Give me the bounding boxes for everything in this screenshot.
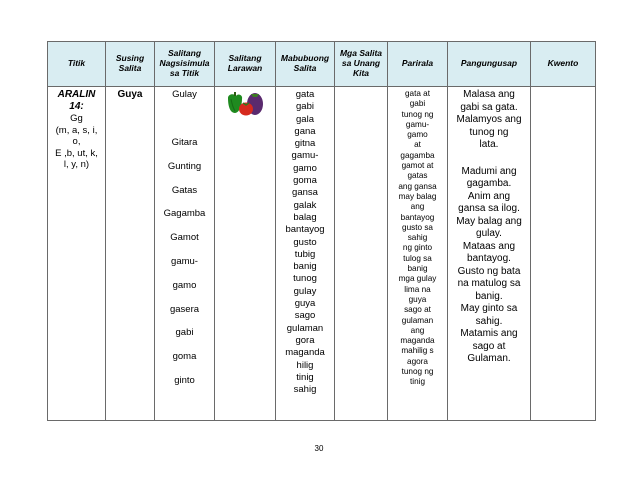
pangungusap-cell <box>448 87 531 421</box>
letter-line: Gg <box>70 113 83 124</box>
sentence-line: bantayog. <box>467 253 511 264</box>
sentence-line: May ginto sa <box>460 303 518 314</box>
word-item: ginto <box>174 374 195 386</box>
phrase-line: gagamba <box>400 150 435 160</box>
phrase-line: at <box>414 140 421 150</box>
sentence-line: gabi sa gata. <box>460 101 518 113</box>
word-item: goma <box>293 175 317 187</box>
kwento-cell <box>531 87 596 421</box>
sentence-line: na matulog sa <box>457 278 521 289</box>
word-item: gansa <box>292 187 318 199</box>
phrase-line: mga gulay <box>398 274 437 284</box>
word-item: galak <box>293 199 317 211</box>
word-item: tubig <box>294 248 316 260</box>
word-item: gamo <box>293 162 317 174</box>
sentence-line: lata. <box>479 139 499 150</box>
sentence-line: Malamyos ang <box>456 114 522 125</box>
phrase-line: tunog ng <box>401 367 434 377</box>
word-item: guya <box>294 298 316 310</box>
phrase-line: ang <box>410 202 425 212</box>
word-item: sahig <box>293 384 317 396</box>
aralin-title-line: ARALIN <box>57 89 96 100</box>
parirala-cell <box>388 87 448 421</box>
sentence-line: Mataas ang <box>462 240 516 252</box>
word-item: gusto <box>293 236 317 248</box>
phrase-line: tinig <box>409 377 426 387</box>
word-item: gora <box>295 334 315 346</box>
word-item: gabi <box>175 327 194 339</box>
header-susing-salita: Susing Salita <box>106 42 155 87</box>
phrase-line: gata at <box>404 89 431 98</box>
word-item: banig <box>293 261 317 273</box>
word-item: Gagamba <box>163 208 206 220</box>
susing-salita-cell <box>106 87 155 421</box>
header-mabubuong-salita: Mabubuong Salita <box>276 42 335 87</box>
phrase-line: gusto sa <box>402 222 433 232</box>
mabubuong-salita-cell <box>276 87 335 421</box>
word-item: gitna <box>294 138 316 150</box>
lesson-row <box>48 87 596 421</box>
aralin-number-line: 14: <box>69 101 84 112</box>
phrase-line: tulog sa <box>403 253 432 263</box>
sentence-line: tunog ng <box>469 126 509 138</box>
phrase-line: maganda <box>400 336 435 346</box>
salitang-larawan-cell <box>215 87 276 421</box>
phrase-line: sahig <box>407 233 428 243</box>
word-item: gamo <box>172 279 197 291</box>
word-item: balag <box>293 211 317 223</box>
sentence-gap <box>449 152 529 166</box>
word-item: Gunting <box>167 160 202 172</box>
header-titik: Titik <box>48 42 106 87</box>
word-item: gala <box>296 113 314 125</box>
titik-cell <box>48 87 106 421</box>
phrase-line: gamu- <box>405 119 430 129</box>
phrase-line: banig <box>407 264 428 274</box>
header-row <box>48 42 596 87</box>
word-item: gana <box>294 125 316 137</box>
phrase-line: gabi <box>409 99 426 109</box>
salitang-nagsisimula-cell <box>155 87 215 421</box>
sentence-line: Madumi ang <box>461 165 517 177</box>
word-item: gulay <box>293 285 317 297</box>
page-number: 30 <box>314 444 324 453</box>
word-item: goma <box>172 351 197 363</box>
phrase-line: ang <box>410 325 425 335</box>
word-item: tunog <box>293 273 317 285</box>
sentence-line: Anim ang <box>467 190 511 202</box>
lesson-table <box>47 41 596 421</box>
sentence-line: Gulaman. <box>467 353 511 364</box>
phrase-line: may balag <box>398 191 437 201</box>
phrase-line: bantayog <box>400 212 435 222</box>
phrase-line: agora <box>407 356 428 366</box>
word-item: gamu- <box>291 150 319 162</box>
sentence-line: gulay. <box>476 228 502 239</box>
phrase-line: ng ginto <box>402 243 433 253</box>
header-parirala: Parirala <box>388 42 448 87</box>
header-kwento: Kwento <box>531 42 596 87</box>
phrase-line: ang gansa <box>398 181 437 191</box>
letter-line: l, y, n) <box>63 159 90 170</box>
letter-line: E ,b, ut, k, <box>55 147 98 159</box>
header-salitang-larawan: Salitang Larawan <box>215 42 276 87</box>
phrase-line: sago at <box>404 305 431 315</box>
header-salitang-nagsisimula: Salitang Nagsisimula sa Titik <box>155 42 215 87</box>
phrase-line: gulaman <box>401 315 434 325</box>
word-item: Gamot <box>170 232 199 244</box>
word-item: Gulay <box>172 89 197 100</box>
sentence-line: sago at <box>472 340 506 352</box>
phrase-line: mahilig s <box>401 346 434 356</box>
word-item: gata <box>295 89 315 100</box>
word-item: gulaman <box>286 322 324 334</box>
word-item: sago <box>294 310 316 322</box>
sentence-line: Malasa ang <box>463 89 515 100</box>
sentence-line: gansa sa ilog. <box>458 203 520 214</box>
sentence-line: banig. <box>475 290 503 302</box>
word-item: Gatas <box>171 184 198 196</box>
word-item: gabi <box>296 101 314 113</box>
word-item: gasera <box>169 303 200 315</box>
key-word: Guya <box>117 89 143 100</box>
letter-line: (m, a, s, i, <box>55 124 98 136</box>
letter-line: o, <box>72 136 81 147</box>
word-item: gamu- <box>171 255 198 267</box>
phrase-line: guya <box>408 294 427 304</box>
sentence-line: May balag ang <box>456 215 522 227</box>
word-item: bantayog <box>285 224 325 236</box>
phrase-line: gamo <box>407 130 428 140</box>
phrase-line: gamot at <box>401 161 434 171</box>
sentence-line: sahig. <box>475 315 503 327</box>
vegetables-icon <box>225 91 265 122</box>
word-item: hilig <box>296 359 314 371</box>
unang-kita-cell <box>335 87 388 421</box>
word-item: maganda <box>285 347 325 359</box>
word-item: tinig <box>296 371 314 383</box>
word-item: Gitara <box>171 137 198 148</box>
phrase-line: lima na <box>404 284 431 294</box>
header-pangungusap: Pangungusap <box>448 42 531 87</box>
sentence-line: gagamba. <box>466 178 512 189</box>
phrase-line: gatas <box>407 171 428 181</box>
sentence-line: Gusto ng bata <box>457 265 521 277</box>
phrase-line: tunog ng <box>401 109 434 119</box>
sentence-line: Matamis ang <box>460 328 518 339</box>
header-unang-kita: Mga Salita sa Unang Kita <box>335 42 388 87</box>
